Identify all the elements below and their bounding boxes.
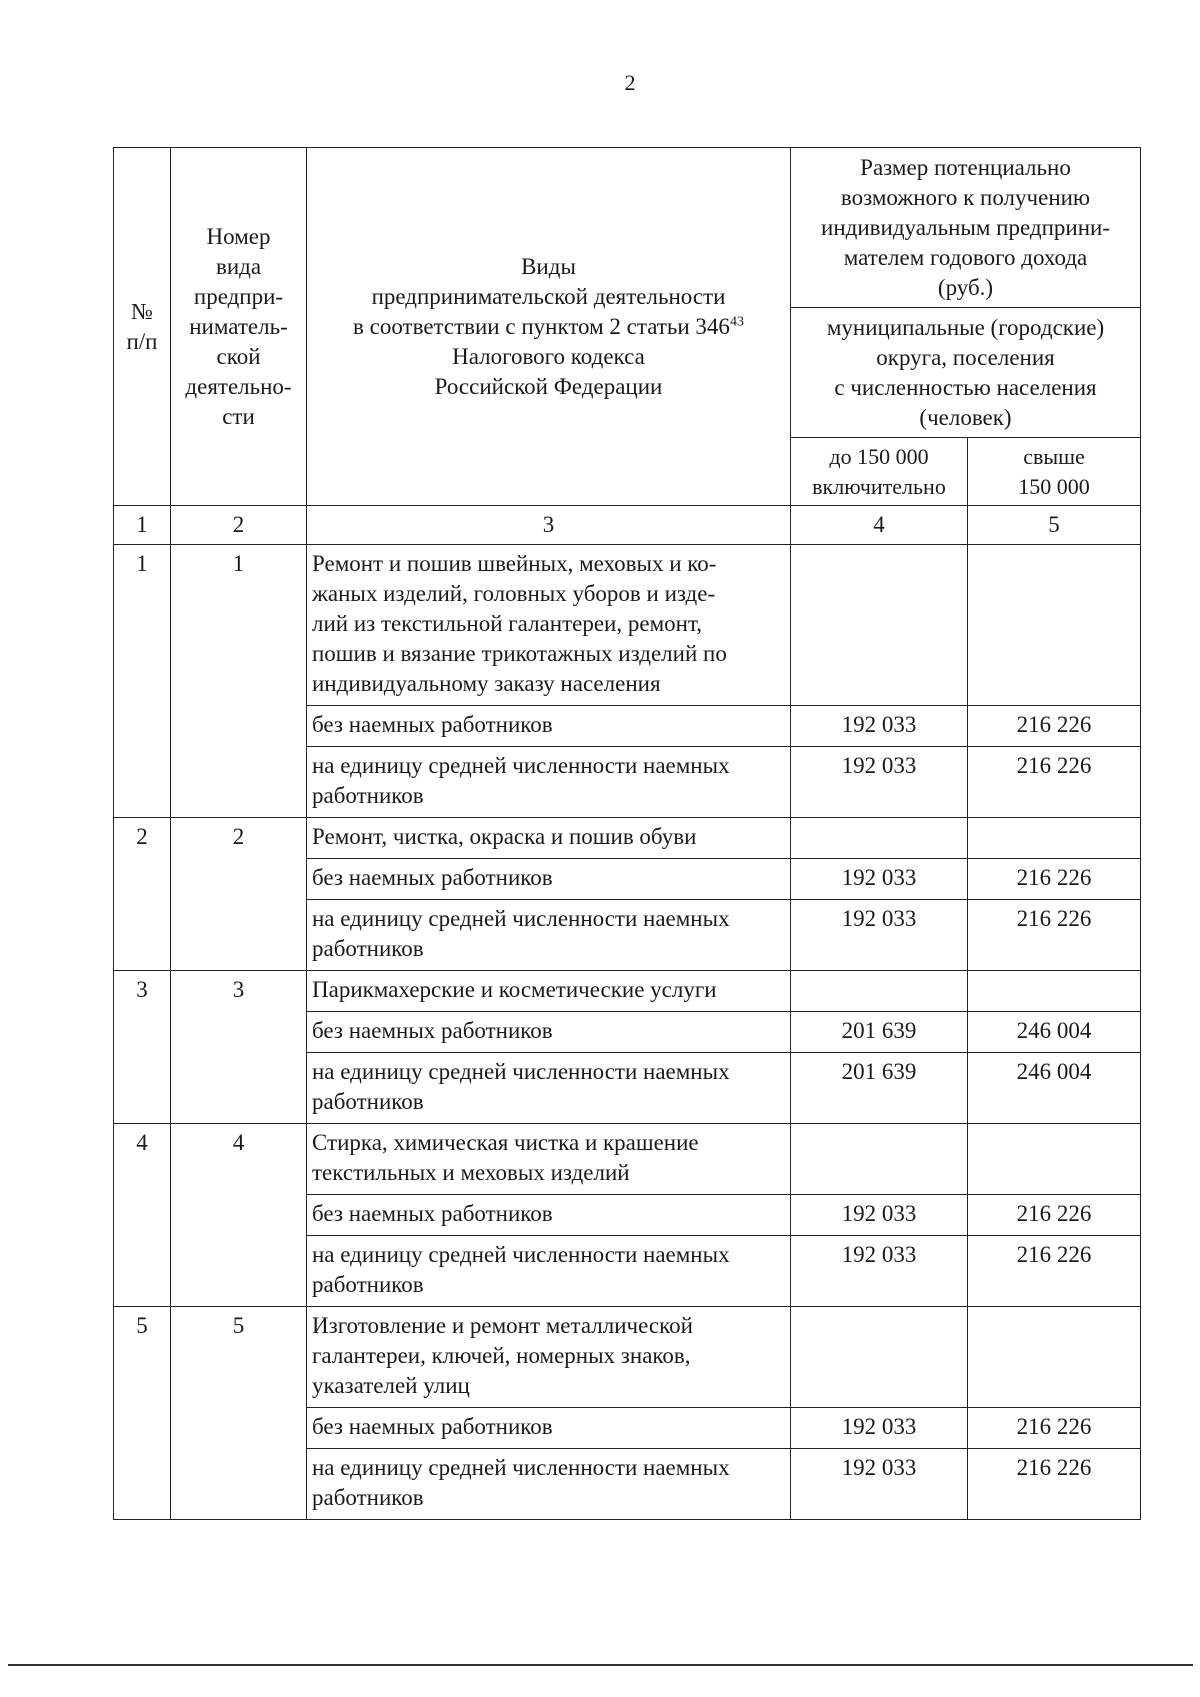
- value-over-150000: 246 004: [968, 1053, 1141, 1124]
- activity-title: Парикмахерские и косметические услуги: [307, 971, 791, 1012]
- value-up-to-150000: 192 033: [791, 706, 968, 747]
- subrow-label: на единицу средней численности наемных работников: [307, 900, 791, 971]
- header-col5: свыше 150 000: [1018, 443, 1090, 499]
- empty-cell: [791, 1124, 968, 1195]
- value-over-150000: 216 226: [968, 859, 1141, 900]
- activity-row: [114, 971, 1141, 1012]
- empty-cell: [968, 971, 1141, 1012]
- header-group-top: Размер потенциально возможного к получению индивидуальным предприни- мателем годового дохода (руб.): [821, 154, 1110, 300]
- empty-cell: [968, 818, 1141, 859]
- empty-cell: [791, 818, 968, 859]
- value-over-150000: 216 226: [968, 900, 1141, 971]
- subrow-label: на единицу средней численности наемных работников: [307, 1053, 791, 1124]
- empty-cell: [791, 971, 968, 1012]
- index-cell: 3: [307, 506, 791, 545]
- header-col3-sup: 43: [729, 313, 744, 329]
- value-over-150000: 216 226: [968, 1195, 1141, 1236]
- empty-cell: [968, 1124, 1141, 1195]
- value-up-to-150000: 192 033: [791, 1408, 968, 1449]
- subrow-label: без наемных работников: [307, 1408, 791, 1449]
- subrow-label: на единицу средней численности наемных работников: [307, 1236, 791, 1307]
- value-over-150000: 216 226: [968, 1408, 1141, 1449]
- value-over-150000: 216 226: [968, 706, 1141, 747]
- index-row: [114, 506, 1141, 545]
- income-table: [113, 147, 1141, 1520]
- header-col2: Номер вида предпри- ниматель- ской деятельно- сти: [185, 223, 292, 429]
- empty-cell: [791, 545, 968, 706]
- activity-title: Стирка, химическая чистка и крашение текстильных и меховых изделий: [307, 1124, 791, 1195]
- subrow-label: без наемных работников: [307, 859, 791, 900]
- subrow-label: без наемных работников: [307, 1195, 791, 1236]
- header-group-mid: муниципальные (городские) округа, поселения с численностью населения (человек): [826, 314, 1105, 430]
- activity-number: 1: [171, 545, 307, 818]
- activity-title: Изготовление и ремонт металлической галантереи, ключей, номерных знаков, указателей улиц: [307, 1307, 791, 1408]
- activity-row: [114, 1124, 1141, 1195]
- value-up-to-150000: 192 033: [791, 1236, 968, 1307]
- header-up-to-150000: [791, 438, 968, 506]
- empty-cell: [791, 1307, 968, 1408]
- activity-number: 5: [171, 1307, 307, 1520]
- row-number: 4: [114, 1124, 171, 1307]
- index-cell: 2: [171, 506, 307, 545]
- header-activity-number: [171, 148, 307, 506]
- index-cell: 1: [114, 506, 171, 545]
- value-up-to-150000: 192 033: [791, 1449, 968, 1520]
- page-number: 2: [624, 70, 636, 95]
- subrow-label: без наемных работников: [307, 706, 791, 747]
- header-col1: № п/п: [126, 298, 158, 354]
- header-col3-lines: Виды предпринимательской деятельности в соответствии с пунктом 2 статьи 346: [353, 253, 730, 339]
- subrow-label: без наемных работников: [307, 1012, 791, 1053]
- row-number: 2: [114, 818, 171, 971]
- header-municipal: [791, 308, 1141, 438]
- activity-number: 4: [171, 1124, 307, 1307]
- index-cell: 4: [791, 506, 968, 545]
- subrow-label: на единицу средней численности наемных работников: [307, 1449, 791, 1520]
- value-up-to-150000: 192 033: [791, 859, 968, 900]
- index-cell: 5: [968, 506, 1141, 545]
- activity-title: Ремонт и пошив швейных, меховых и ко- жаных изделий, головных уборов и изде- лий из текстильной галантереи, ремонт, пошив и вязание трикотажных изделий по индивидуальному заказу населения: [307, 545, 791, 706]
- row-number: 3: [114, 971, 171, 1124]
- activity-title: Ремонт, чистка, окраска и пошив обуви: [307, 818, 791, 859]
- header-over-150000: [968, 438, 1141, 506]
- empty-cell: [968, 545, 1141, 706]
- header-col3-tail: Налогового кодекса Российской Федерации: [434, 343, 663, 399]
- row-number: 5: [114, 1307, 171, 1520]
- value-over-150000: 216 226: [968, 1236, 1141, 1307]
- header-col4: до 150 000 включительно: [812, 443, 946, 499]
- header-row-number: [114, 148, 171, 506]
- activity-number: 3: [171, 971, 307, 1124]
- empty-cell: [968, 1307, 1141, 1408]
- subrow-label: на единицу средней численности наемных работников: [307, 747, 791, 818]
- value-up-to-150000: 192 033: [791, 900, 968, 971]
- value-up-to-150000: 201 639: [791, 1012, 968, 1053]
- activity-row: [114, 818, 1141, 859]
- value-up-to-150000: 192 033: [791, 1195, 968, 1236]
- header-activity-type: [307, 148, 791, 506]
- value-over-150000: 246 004: [968, 1012, 1141, 1053]
- bottom-rule: [8, 1664, 1193, 1666]
- value-over-150000: 216 226: [968, 1449, 1141, 1520]
- activity-row: [114, 1307, 1141, 1408]
- header-income-group: [791, 148, 1141, 308]
- activity-row: [114, 545, 1141, 706]
- value-up-to-150000: 192 033: [791, 747, 968, 818]
- row-number: 1: [114, 545, 171, 818]
- value-up-to-150000: 201 639: [791, 1053, 968, 1124]
- activity-number: 2: [171, 818, 307, 971]
- header-col3: [307, 252, 790, 402]
- value-over-150000: 216 226: [968, 747, 1141, 818]
